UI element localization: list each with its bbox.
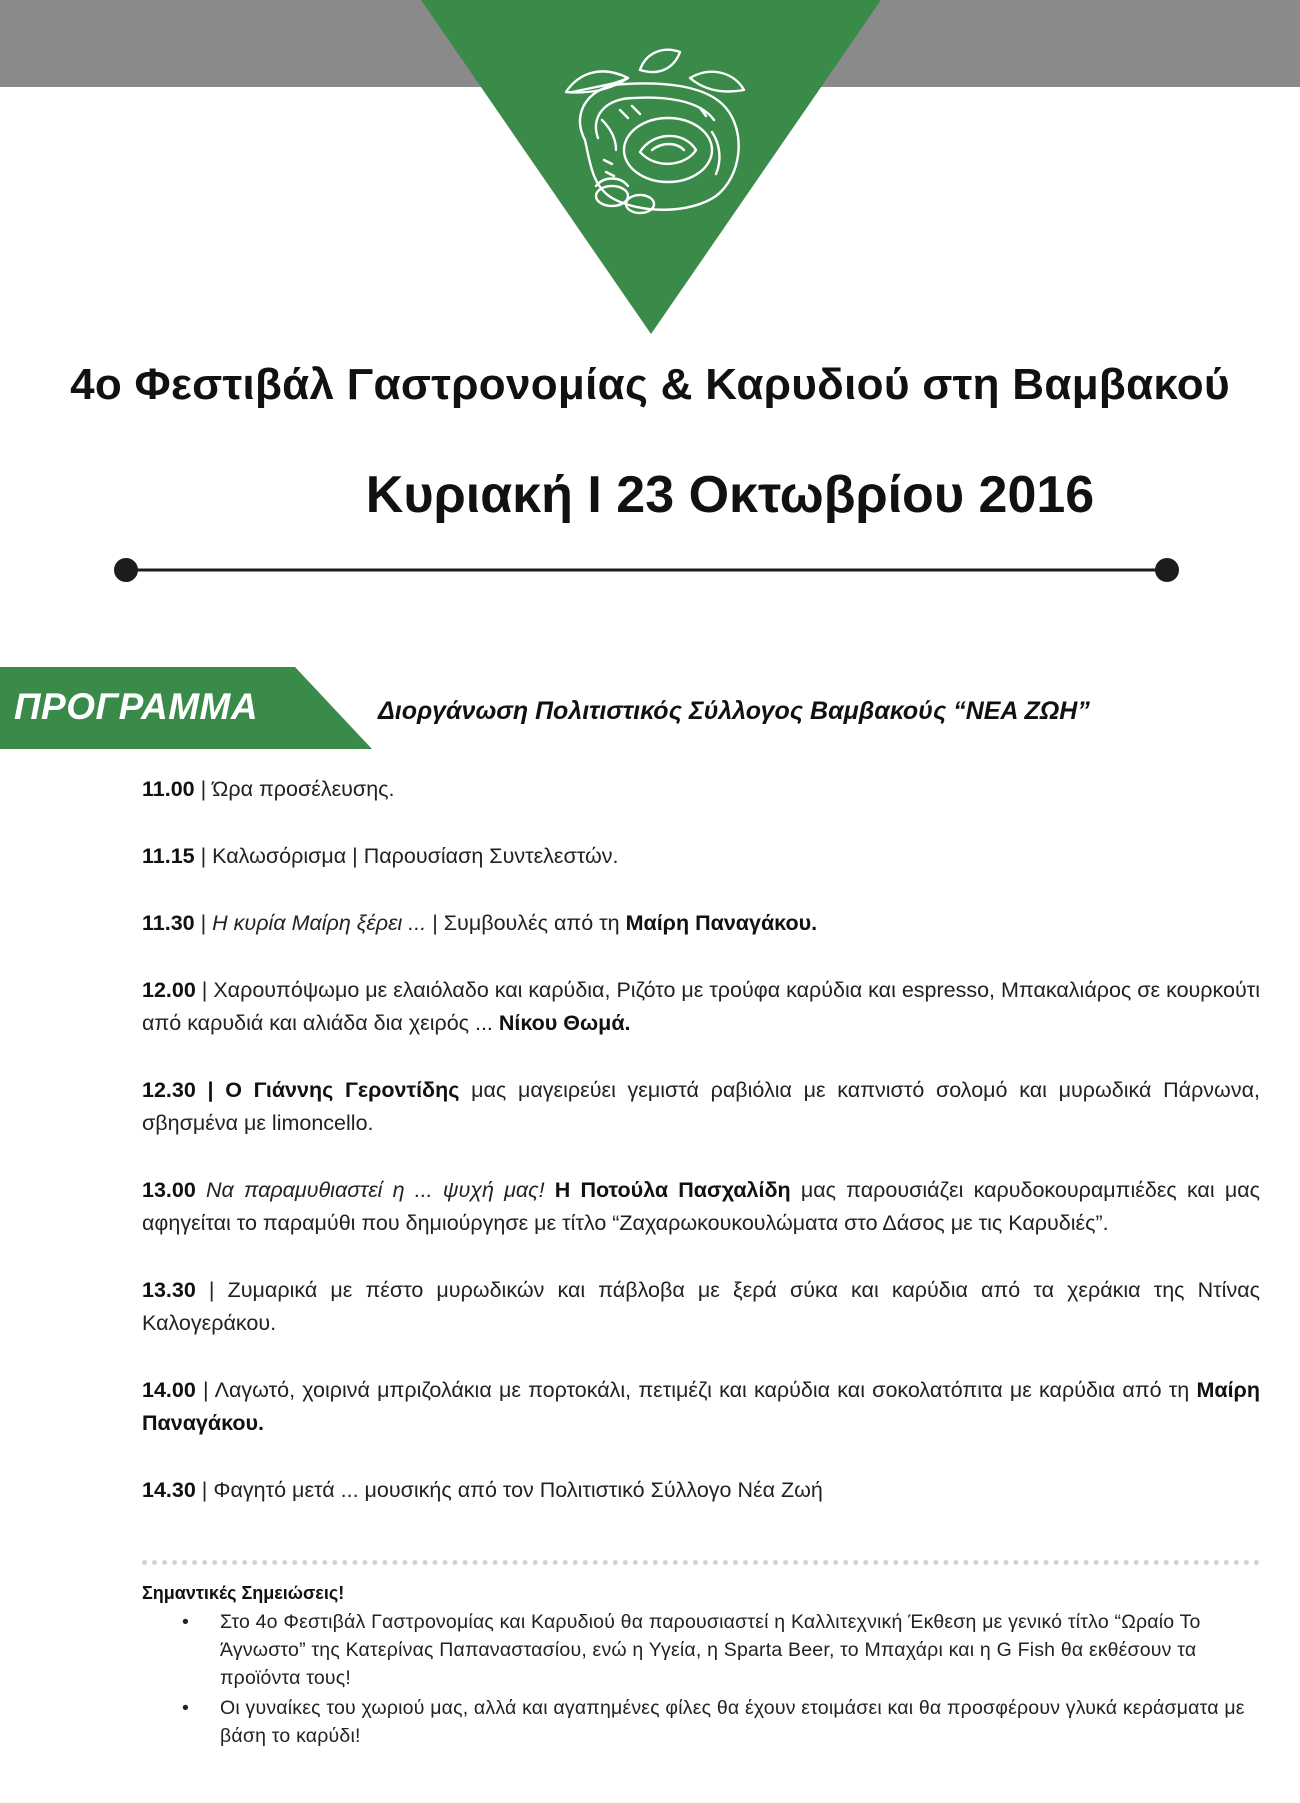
- bullet-icon: •: [182, 1611, 190, 1633]
- schedule-text: Να παραμυθιαστεί η ... ψυχή μας!: [206, 1178, 545, 1202]
- schedule-text: |: [194, 911, 213, 935]
- schedule-text: Η Ποτούλα Πασχαλίδη: [544, 1178, 791, 1202]
- notes-section: [142, 1583, 1260, 1752]
- schedule-text: | Συμβουλές από τη: [426, 911, 626, 935]
- schedule-time: 12.30: [142, 1078, 196, 1102]
- notes-title: Σημαντικές Σημειώσεις!: [142, 1583, 345, 1603]
- schedule-text: Η κυρία Μαίρη ξέρει ...: [212, 911, 427, 935]
- schedule-item: [142, 773, 1260, 806]
- schedule-text: | Καλωσόρισμα | Παρουσίαση Συντελεστών.: [194, 844, 619, 868]
- schedule-text: | Λαγωτό, χοιρινά μπριζολάκια με πορτοκάλι, πετιμέζι και καρύδια και σοκολατόπιτα με καρύδια από τη: [195, 1378, 1197, 1402]
- organizer-text: Διοργάνωση Πολιτιστικός Σύλλογος Βαμβακούς “ΝΕΑ ΖΩΗ”: [378, 697, 1090, 725]
- schedule-text: Μαίρη Παναγάκου.: [142, 1378, 1260, 1435]
- schedule-item: [142, 907, 1260, 940]
- schedule-time: 14.30: [142, 1478, 196, 1502]
- schedule-list: [142, 773, 1260, 1541]
- schedule-time: 11.00: [142, 777, 195, 801]
- schedule-text: Νίκου Θωμά.: [498, 1011, 631, 1035]
- schedule-text: μας παρουσιάζει καρυδοκουραμπιέδες και μας αφηγείται το παραμύθι που δημιούργησε με τίτλο “Ζαχαρωκουκουλώματα στο Δάσος με τις Καρυδιές”.: [142, 1178, 1260, 1235]
- schedule-time: 14.00: [142, 1378, 196, 1402]
- bullet-icon: •: [182, 1697, 190, 1719]
- schedule-item: [142, 1074, 1260, 1140]
- schedule-item: [142, 1174, 1260, 1240]
- notes-list: [142, 1608, 1260, 1750]
- program-label: ΠΡΟΓΡΑΜΜΑ: [14, 686, 259, 727]
- schedule-item: [142, 1474, 1260, 1507]
- note-text: Στο 4ο Φεστιβάλ Γαστρονομίας και Καρυδιού θα παρουσιαστεί η Καλλιτεχνική Έκθεση με γενικό τίτλο “Ωραίο Το Άγνωστο” της Κατερίνας Παπαναστασίου, ενώ η Υγεία, η Sparta Beer, το Μπαχάρι και η G Fish θα εκθέσουν τα προϊόντα τους!: [220, 1611, 1201, 1689]
- note-item: [142, 1608, 1260, 1692]
- schedule-item: [142, 974, 1260, 1040]
- schedule-text: Μαίρη Παναγάκου.: [625, 911, 818, 935]
- schedule-text: | Ο Γιάννης Γεροντίδης: [195, 1078, 460, 1102]
- timeline-divider: [0, 548, 1300, 593]
- festival-title: 4ο Φεστιβάλ Γαστρονομίας & Καρυδιού στη Βαμβακού: [70, 360, 1230, 409]
- schedule-text: | Φαγητό μετά ... μουσικής από τον Πολιτιστικό Σύλλογο Νέα Ζωή: [195, 1478, 823, 1502]
- schedule-time: 13.30: [142, 1278, 196, 1302]
- note-item: [142, 1694, 1260, 1750]
- schedule-item: [142, 1374, 1260, 1440]
- schedule-time: 11.15: [142, 844, 195, 868]
- timeline-dot-right: [1155, 558, 1179, 582]
- green-triangle: [421, 0, 881, 334]
- header-emblem: [0, 0, 1300, 340]
- schedule-item: [142, 840, 1260, 873]
- schedule-item: [142, 1274, 1260, 1340]
- schedule-time: 11.30: [142, 911, 195, 935]
- schedule-text: | Ζυμαρικά με πέστο μυρωδικών και πάβλοβα με ξερά σύκα και καρύδια από τα χεράκια της Ντίνας Καλογεράκου.: [142, 1278, 1260, 1335]
- schedule-text: [196, 1178, 206, 1202]
- schedule-text: μας μαγειρεύει γεμιστά ραβιόλια με καπνιστό σολομό και μυρωδικά Πάρνωνα, σβησμένα με limoncello.: [142, 1078, 1260, 1135]
- note-text: Οι γυναίκες του χωριού μας, αλλά και αγαπημένες φίλες θα έχουν ετοιμάσει και θα προσφέρουν γλυκά κεράσματα με βάση το καρύδι!: [220, 1697, 1245, 1747]
- timeline-dot-left: [114, 558, 138, 582]
- festival-date: Κυριακή Ι 23 Οκτωβρίου 2016: [365, 466, 1095, 524]
- schedule-time: 13.00: [142, 1178, 196, 1202]
- dotted-separator: [142, 1560, 1260, 1565]
- schedule-text: | Χαρουπόψωμο με ελαιόλαδο και καρύδια, Ριζότο με τρούφα καρύδια και espresso, Μπακαλιάρος σε κουρκούτι από καρυδιά και αλιάδα δια χειρός ...: [142, 978, 1260, 1035]
- schedule-time: 12.00: [142, 978, 196, 1002]
- schedule-text: | Ώρα προσέλευσης.: [194, 777, 395, 801]
